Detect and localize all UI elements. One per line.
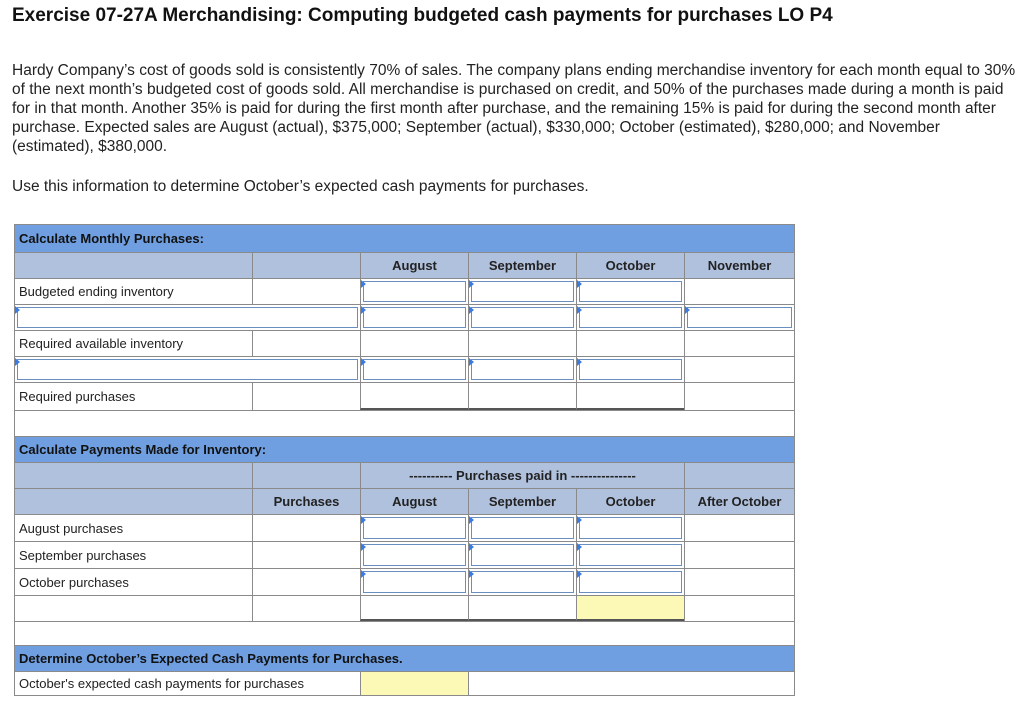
total-paid-october-answer[interactable] xyxy=(576,596,684,621)
input-october-expected-cash-payments[interactable] xyxy=(360,672,468,695)
spacer-row xyxy=(15,410,794,436)
paid-in-header-row xyxy=(15,462,794,488)
spacer-cell xyxy=(15,411,794,436)
column-header-september: September xyxy=(468,253,576,278)
totals-row xyxy=(15,595,794,621)
static-cell xyxy=(252,569,360,595)
table-row xyxy=(15,382,794,410)
input-row1-august[interactable] xyxy=(360,305,468,330)
static-cell xyxy=(252,542,360,568)
result-section-header xyxy=(15,645,794,671)
total-required-purchases-august xyxy=(360,383,468,410)
worksheet xyxy=(14,224,795,696)
table-row xyxy=(15,514,794,541)
column-header-october: October xyxy=(576,489,684,514)
row-label-august-purchases: August purchases xyxy=(19,520,124,536)
purchases-paid-in-label: ---------- Purchases paid in --------------- xyxy=(360,463,684,488)
table-row xyxy=(15,278,794,304)
page-title: Exercise 07-27A Merchandising: Computing budgeted cash payments for purchases LO P4 xyxy=(12,5,833,26)
table-row xyxy=(15,356,794,382)
table-row xyxy=(15,304,794,330)
column-header-august: August xyxy=(360,253,468,278)
input-row2-september[interactable] xyxy=(468,357,576,382)
header-blank-label xyxy=(15,489,252,514)
input-ending-inventory-september[interactable] xyxy=(468,279,576,304)
header-blank xyxy=(252,463,360,488)
header-blank xyxy=(684,463,794,488)
total-paid-august xyxy=(360,596,468,621)
spacer-row xyxy=(15,621,794,645)
static-cell xyxy=(684,331,794,356)
result-section-title: Determine October’s Expected Cash Payments for Purchases. xyxy=(19,651,403,666)
row-label-october-expected-payments: October's expected cash payments for purchases xyxy=(19,676,305,691)
static-cell xyxy=(684,542,794,568)
total-paid-september xyxy=(468,596,576,621)
static-cell xyxy=(252,279,360,304)
static-cell xyxy=(252,331,360,356)
static-cell xyxy=(252,515,360,541)
static-cell xyxy=(684,357,794,382)
row-label-required-available-inventory: Required available inventory xyxy=(19,336,184,351)
row-label-required-purchases: Required purchases xyxy=(19,389,136,404)
row-label-september-purchases: September purchases xyxy=(19,547,147,563)
input-sep-purchases-paid-august[interactable] xyxy=(360,542,468,568)
static-cell xyxy=(684,569,794,595)
input-row-label-1[interactable] xyxy=(15,305,360,330)
input-row1-november[interactable] xyxy=(684,305,794,330)
table-row xyxy=(15,330,794,356)
payments-section-header xyxy=(15,436,794,462)
row-label-budgeted-ending-inventory: Budgeted ending inventory xyxy=(19,284,174,299)
column-header-september: September xyxy=(468,489,576,514)
input-ending-inventory-october[interactable] xyxy=(576,279,684,304)
input-oct-purchases-paid-september[interactable] xyxy=(468,569,576,595)
input-oct-purchases-paid-october[interactable] xyxy=(576,569,684,595)
input-sep-purchases-paid-october[interactable] xyxy=(576,542,684,568)
input-sep-purchases-paid-september[interactable] xyxy=(468,542,576,568)
input-aug-purchases-paid-september[interactable] xyxy=(468,515,576,541)
total-required-purchases-september xyxy=(468,383,576,410)
static-cell xyxy=(252,596,360,621)
problem-description: Hardy Company’s cost of goods sold is consistently 70% of sales. The company plans ending merchandise inventory for each month equal to 30% of the next month’s budgeted cost of goods sold. All merchandise is purchased on credit, and 50% of the purchases made during a month is paid for in that month. Another 35% is paid for during the first month after purchase, and the remaining 15% is paid for during the second month after purchase. Expected sales are August (actual), $375,000; September (actual), $330,000; October (estimated), $280,000; and November (estimated), $380,000. xyxy=(12,62,1016,155)
static-cell xyxy=(360,331,468,356)
total-required-purchases-october xyxy=(576,383,684,410)
purchases-column-header-row xyxy=(15,252,794,278)
input-row1-october[interactable] xyxy=(576,305,684,330)
column-header-purchases: Purchases xyxy=(252,489,360,514)
static-cell xyxy=(15,596,252,621)
static-cell xyxy=(684,596,794,621)
payments-column-header-row xyxy=(15,488,794,514)
static-cell xyxy=(468,331,576,356)
static-cell xyxy=(576,331,684,356)
spacer-cell xyxy=(15,622,794,645)
header-blank xyxy=(15,463,252,488)
input-row2-october[interactable] xyxy=(576,357,684,382)
table-row xyxy=(15,568,794,595)
input-row1-september[interactable] xyxy=(468,305,576,330)
header-blank-purchases xyxy=(252,253,360,278)
static-cell xyxy=(468,672,794,695)
static-cell xyxy=(684,515,794,541)
header-blank-label xyxy=(15,253,252,278)
static-cell xyxy=(252,383,360,410)
instruction-text: Use this information to determine October’s expected cash payments for purchases. xyxy=(12,178,589,195)
purchases-section-header xyxy=(15,225,794,252)
payments-section-title: Calculate Payments Made for Inventory: xyxy=(19,442,267,457)
input-aug-purchases-paid-october[interactable] xyxy=(576,515,684,541)
input-row-label-2[interactable] xyxy=(15,357,360,382)
input-row2-august[interactable] xyxy=(360,357,468,382)
column-header-october: October xyxy=(576,253,684,278)
static-cell xyxy=(684,279,794,304)
column-header-november: November xyxy=(684,253,794,278)
input-aug-purchases-paid-august[interactable] xyxy=(360,515,468,541)
result-row xyxy=(15,671,794,695)
table-row xyxy=(15,541,794,568)
static-cell xyxy=(684,383,794,410)
input-oct-purchases-paid-august[interactable] xyxy=(360,569,468,595)
column-header-after-october: After October xyxy=(684,489,794,514)
purchases-section-title: Calculate Monthly Purchases: xyxy=(19,231,204,246)
input-ending-inventory-august[interactable] xyxy=(360,279,468,304)
row-label-october-purchases: October purchases xyxy=(19,574,129,590)
column-header-august: August xyxy=(360,489,468,514)
